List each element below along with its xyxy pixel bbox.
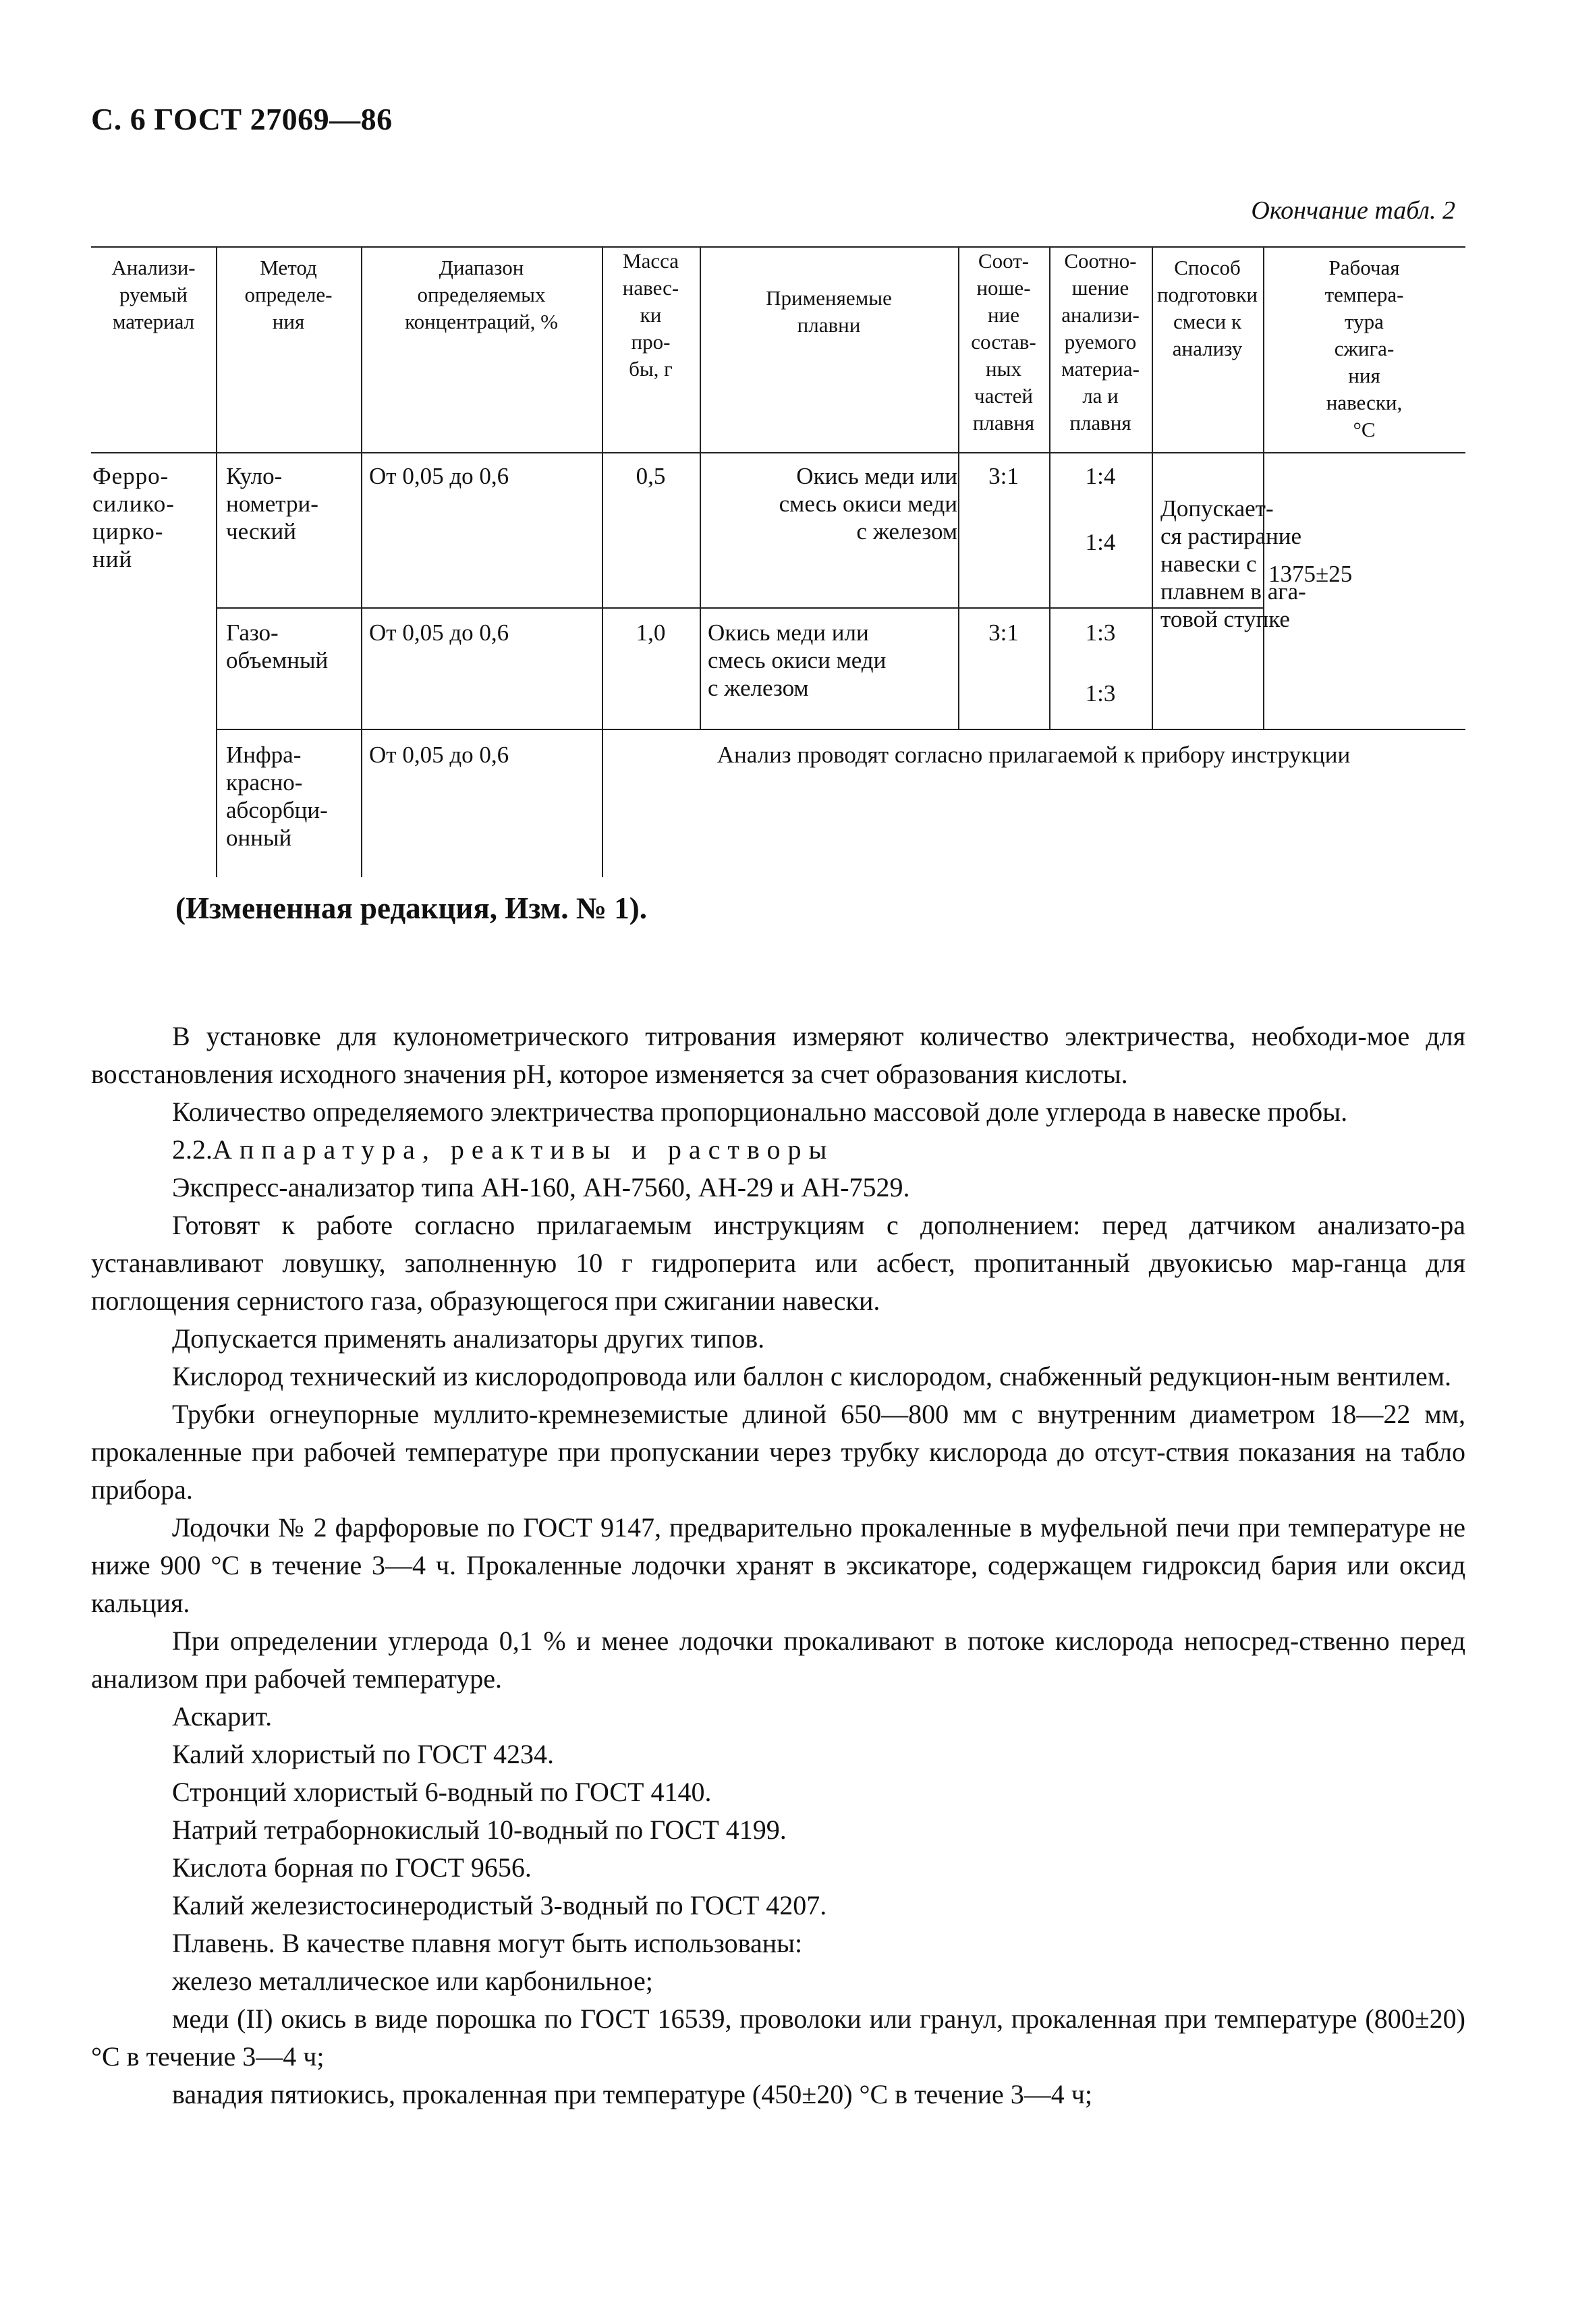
cell-flux-ratio: 3:1 — [988, 463, 1019, 489]
col-header-temperature: Рабочая темпера- тура сжига- ния навески, °С — [1324, 256, 1404, 441]
col-header-flux-ratio: Соот- ноше- ние состав- ных частей плавня — [971, 249, 1036, 435]
paragraph: Калий хлористый по ГОСТ 4234. — [172, 1739, 554, 1769]
paragraph: Аскарит. — [172, 1701, 273, 1732]
table-continuation-label: Окончание табл. 2 — [1251, 196, 1455, 225]
paragraph: Экспресс-анализатор типа АН-160, АН-7560, АН-29 и АН-7529. — [172, 1172, 910, 1202]
section-heading — [91, 1131, 1465, 1169]
col-header-flux: Применяемые плавни — [766, 286, 892, 337]
paragraph: При определении углерода 0,1 % и менее лодочки прокаливают в потоке кислорода непосред-ственно перед анализом при рабочей температуре. — [91, 1626, 1465, 1694]
table-row-rule — [216, 607, 1263, 609]
paragraph: Плавень. В качестве плавня могут быть использованы: — [172, 1928, 803, 1958]
cell-method: Куло- нометри- ческий — [226, 463, 318, 545]
col-header-material: Анализи- руемый материал — [111, 256, 196, 333]
page-header: С. 6 ГОСТ 27069—86 — [91, 102, 393, 136]
paragraph: Кислород технический из кислородопровода или баллон с кислородом, снабженный редукцион-ным вентилем. — [172, 1361, 1452, 1391]
paragraph: Количество определяемого электричества пропорционально массовой доле углерода в навеске пробы. — [172, 1097, 1348, 1127]
col-header-sample-ratio: Соотно- шение анализи- руемого материа- ла и плавня — [1061, 249, 1140, 435]
reagents-table — [91, 246, 1465, 877]
section-number: 2.2. — [172, 1134, 213, 1165]
table-row-rule — [216, 729, 1465, 730]
cell-mass: 1,0 — [636, 619, 666, 646]
col-header-preparation: Способ подготовки смеси к анализу — [1157, 256, 1258, 360]
cell-material: Ферро- силико- цирко- ний — [92, 463, 175, 572]
cell-flux: Окись меди или смесь окиси меди с железом — [708, 619, 887, 701]
cell-flux: Окись меди или смесь окиси меди с железом — [779, 463, 957, 545]
paragraph: В установке для кулонометрического титрования измеряют количество электричества, необходи-мое для восстановления исходного значения рН, которое изменяется за счет образования кислоты. — [91, 1021, 1465, 1089]
col-header-method: Метод определе- ния — [244, 256, 333, 333]
cell-range: От 0,05 до 0,6 — [369, 742, 509, 768]
section-title: Аппаратура, реактивы и растворы — [213, 1134, 835, 1165]
paragraph: Стронций хлористый 6-водный по ГОСТ 4140. — [172, 1777, 712, 1807]
table-col-rule — [216, 246, 217, 877]
cell-instrument-note: Анализ проводят согласно прилагаемой к прибору инструкции — [717, 742, 1351, 768]
paragraph: Натрий тетраборнокислый 10-водный по ГОСТ 4199. — [172, 1815, 787, 1845]
cell-method: Инфра- красно- абсорбци- онный — [226, 742, 328, 851]
cell-flux-ratio: 3:1 — [988, 619, 1019, 646]
cell-sample-ratio: 1:3 — [1085, 619, 1116, 646]
cell-method: Газо- объемный — [226, 619, 329, 673]
col-header-range: Диапазон определяемых концентраций, % — [405, 256, 558, 333]
cell-preparation: Допускает- ся растирание навески с плавнем в ага- товой ступке — [1160, 495, 1306, 632]
paragraph: Готовят к работе согласно прилагаемым инструкциям с дополнением: перед датчиком анализато-ра устанавливают ловушку, заполненную 10 г гидроперита или асбест, пропитанный двуокисью мар-ганца для поглощения сернистого газа, образующегося при сжигании навески. — [91, 1210, 1465, 1316]
body-text — [91, 1018, 1465, 2113]
cell-sample-ratio: 1:4 — [1085, 463, 1116, 489]
paragraph: Допускается применять анализаторы других типов. — [172, 1323, 765, 1354]
col-header-mass: Масса навес- ки про- бы, г — [622, 249, 679, 381]
cell-range: От 0,05 до 0,6 — [369, 619, 509, 646]
paragraph: Калий железистосинеродистый 3-водный по ГОСТ 4207. — [172, 1890, 827, 1920]
table-col-rule — [361, 246, 362, 877]
paragraph: железо металлическое или карбонильное; — [172, 1966, 653, 1996]
table-header-rule — [91, 452, 1465, 453]
paragraph: ванадия пятиокись, прокаленная при температуре (450±20) °С в течение 3—4 ч; — [172, 2079, 1092, 2109]
cell-sample-ratio: 1:3 — [1085, 680, 1116, 707]
cell-mass: 0,5 — [636, 463, 666, 489]
paragraph: меди (II) окись в виде порошка по ГОСТ 16539, проволоки или гранул, прокаленная при температуре (800±20) °С в течение 3—4 ч; — [91, 2003, 1465, 2072]
cell-range: От 0,05 до 0,6 — [369, 463, 509, 489]
table-top-rule — [91, 246, 1465, 248]
paragraph: Кислота борная по ГОСТ 9656. — [172, 1852, 532, 1883]
edition-note: (Измененная редакция, Изм. № 1). — [175, 891, 648, 925]
paragraph: Лодочки № 2 фарфоровые по ГОСТ 9147, предварительно прокаленные в муфельной печи при температуре не ниже 900 °С в течение 3—4 ч. Прокаленные лодочки хранят в эксикаторе, содержащем гидроксид бария или оксид кальция. — [91, 1512, 1465, 1618]
paragraph: Трубки огнеупорные муллито-кремнеземистые длиной 650—800 мм с внутренним диаметром 18—22 мм, прокаленные при рабочей температуре при пропускании через трубку кислорода до отсут-ствия показания на табло прибора. — [91, 1399, 1465, 1505]
cell-temperature: 1375±25 — [1268, 561, 1353, 587]
cell-sample-ratio: 1:4 — [1085, 529, 1116, 555]
